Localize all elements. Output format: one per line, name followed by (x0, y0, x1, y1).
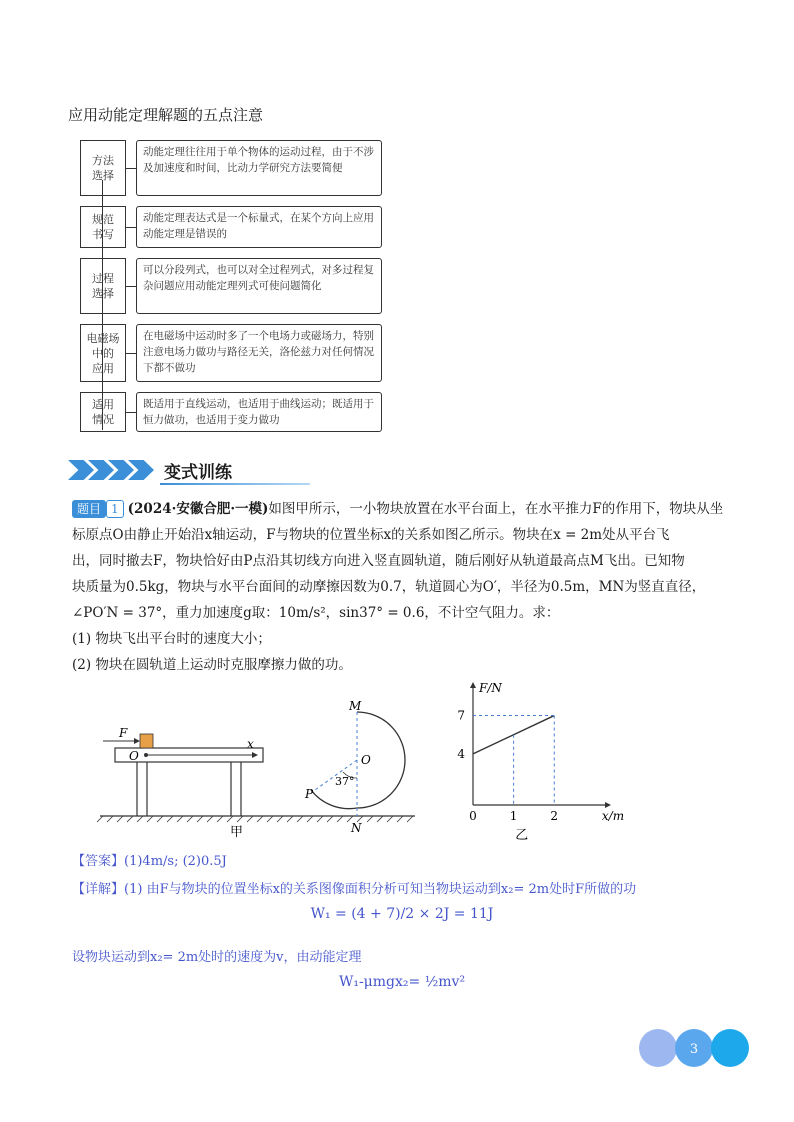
flow-description: 动能定理表达式是一个标量式，在某个方向上应用动能定理是错误的 (136, 206, 382, 248)
label-O: O (129, 749, 139, 763)
flow-arrow (126, 227, 136, 228)
answer (72, 850, 227, 869)
y-axis-arrow (470, 682, 476, 688)
ground-hatch (97, 816, 413, 822)
flow-label: 适用 情况 (80, 392, 126, 432)
x-tick-label: 0 (469, 809, 477, 823)
question-line: ∠PO′N = 37°，重力加速度g取：10m/s²，sin37° = 0.6，不计空气阻力。求： (72, 605, 560, 621)
x-tick-label: 2 (550, 809, 559, 823)
y-tick-label: 7 (457, 708, 465, 723)
question (72, 496, 732, 678)
formula-2: W₁-μmgx₂= ½mv² (338, 974, 466, 990)
page-number-badge (638, 1028, 750, 1068)
flow-label: 方法 选择 (80, 140, 126, 196)
label-F: F (119, 726, 128, 740)
flow-arrow (126, 412, 136, 413)
page-heading: 应用动能定理解题的五点注意 (68, 106, 264, 124)
flow-label: 电磁场 中的 应用 (80, 324, 126, 382)
flow-description: 可以分段列式，也可以对全过程列式，对多过程复杂问题应用动能定理列式可使问题简化 (136, 258, 382, 314)
chevron-icon (68, 460, 94, 480)
question-line: 标原点O由静止开始沿x轴运动，F与物块的位置坐标x的关系如图乙所示。物块在x = 2m处从平台飞 (72, 527, 670, 543)
question-source: (2024·安徽合肥·一模) (127, 501, 269, 517)
label-angle: 37° (335, 775, 355, 788)
x-tick-label: 1 (509, 809, 518, 823)
question-line: 出，同时撤去F，物块恰好由P点沿其切线方向进入竖直圆轨道，随后刚好从轨道最高点M飞出。已知物 (72, 553, 685, 569)
flowchart (80, 140, 390, 436)
block (140, 734, 153, 748)
x-axis-label: x/m (601, 809, 625, 823)
question-number: 1 (106, 500, 124, 518)
flow-description: 动能定理往往用于单个物体的运动过程，由于不涉及加速度和时间，比动力学研究方法要简便 (136, 140, 382, 196)
flow-description: 在电磁场中运动时多了一个电场力或磁场力，特别注意电场力做功与路径无关，洛伦兹力对任何情况下都不做功 (136, 324, 382, 382)
flow-arrow (126, 168, 136, 169)
flow-label: 过程 选择 (80, 258, 126, 314)
figure-right-caption: 乙 (515, 828, 529, 843)
page-number: 3 (689, 1042, 699, 1057)
x-axis-arrow (605, 802, 611, 808)
label-P: P (305, 787, 314, 801)
sub-question-1: (1) 物块飞出平台时的速度大小； (72, 631, 271, 647)
formula-1: W₁ = (4 + 7)/2 × 2J = 11J (310, 906, 494, 922)
label-M: M (349, 699, 362, 713)
figure-right-chart (440, 680, 625, 843)
flow-label: 规范 书写 (80, 206, 126, 248)
detail-label: 【详解】 (72, 882, 125, 897)
flow-description: 既适用于直线运动，也适用于曲线运动；既适用于恒力做功，也适用于变力做功 (136, 392, 382, 432)
label-N: N (351, 821, 362, 835)
y-tick-label: 4 (457, 746, 465, 761)
detail-text: (1) 由F与物块的位置坐标x的关系图像面积分析可知当物块运动到x₂= 2m处时F所做的功 (124, 882, 637, 897)
flow-arrow (126, 286, 136, 287)
answer-text: (1)4m/s; (2)0.5J (124, 854, 227, 869)
y-axis-label: F/N (479, 681, 502, 695)
label-x: x (247, 737, 254, 751)
figure-left (95, 690, 425, 840)
figure-left-caption: 甲 (230, 825, 244, 840)
question-tag: 题目 (72, 500, 106, 518)
sub-question-2: (2) 物块在圆轨道上运动时克服摩擦力做的功。 (72, 657, 352, 673)
detail-line-2: 设物块运动到x₂= 2m处时的速度为v，由动能定理 (72, 950, 362, 965)
answer-label: 【答案】 (72, 854, 125, 869)
question-line: 块质量为0.5kg，物块与水平台面间的动摩擦因数为0.7，轨道圆心为O′，半径为0.5m，MN为竖直直径， (72, 579, 706, 595)
detail-line-1 (72, 878, 732, 897)
question-line: 如图甲所示，一小物块放置在水平台面上，在水平推力F的作用下，物块从坐 (268, 501, 724, 517)
section-underline (160, 483, 310, 485)
section-title: 变式训练 (164, 463, 232, 483)
label-O-prime: O (361, 753, 371, 767)
flow-arrow (126, 353, 136, 354)
section-banner (68, 456, 268, 484)
